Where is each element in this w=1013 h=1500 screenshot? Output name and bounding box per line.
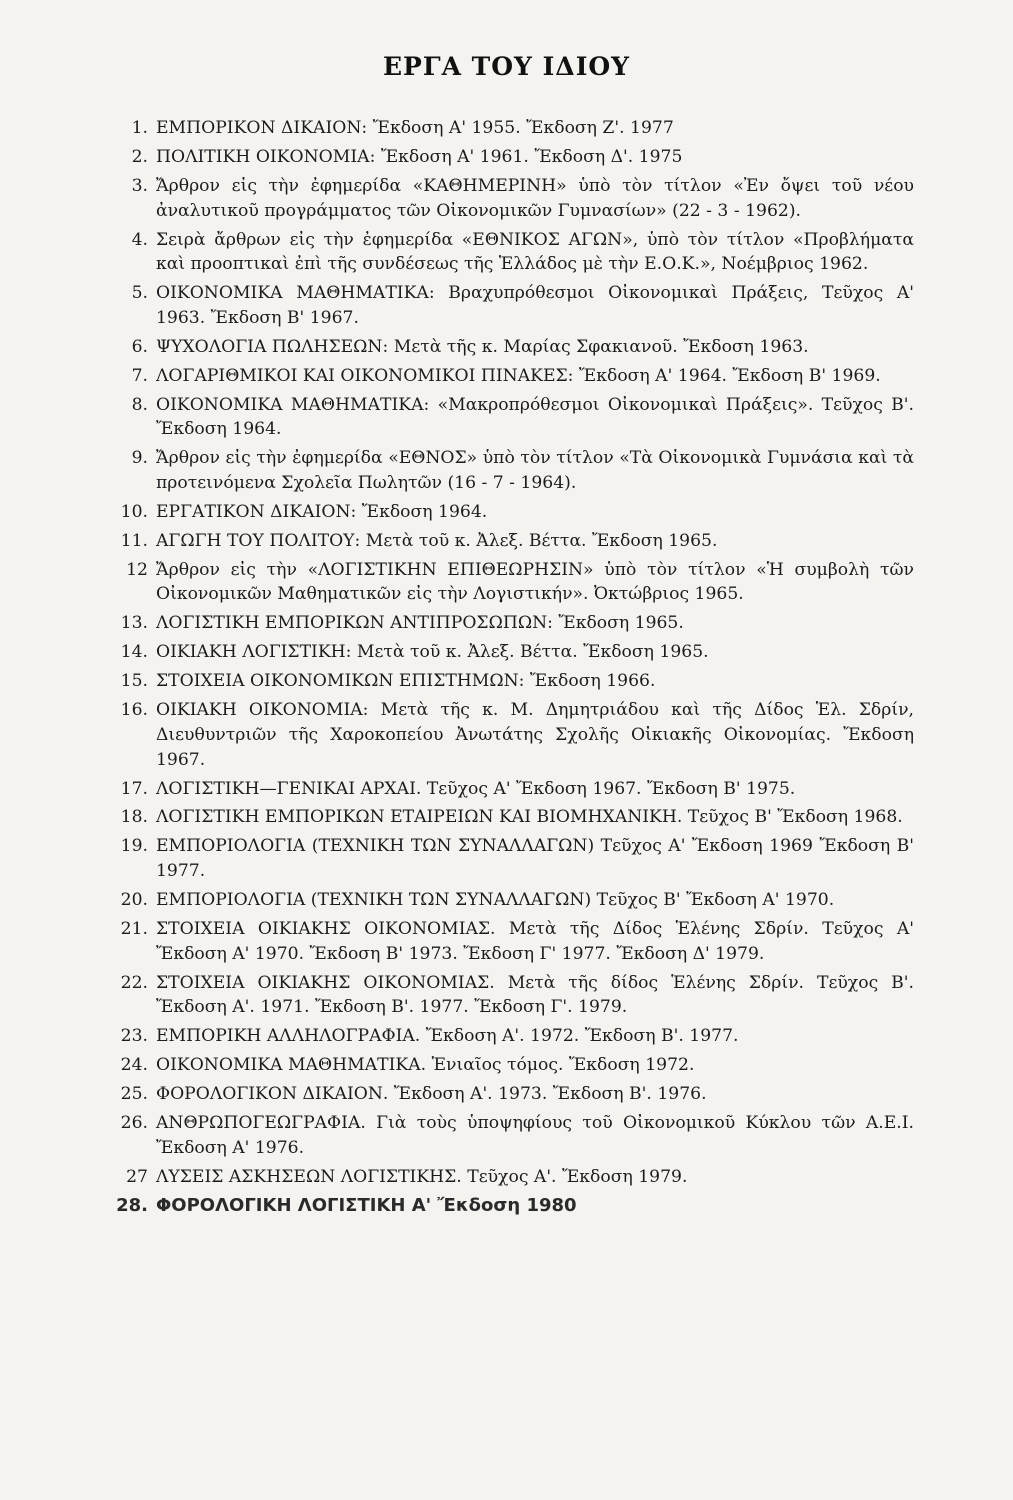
item-text: ΛΟΓΙΣΤΙΚΗ—ΓΕΝΙΚΑΙ ΑΡΧΑΙ. Τεῦχος Α' Ἔκδοση 1967. Ἔκδοση Β' 1975.	[156, 778, 796, 799]
list-item	[108, 393, 914, 442]
item-number: 10.	[120, 501, 148, 522]
item-text: ΕΡΓΑΤΙΚΟΝ ΔΙΚΑΙΟΝ: Ἔκδοση 1964.	[156, 501, 488, 522]
item-number: 11.	[120, 530, 148, 551]
item-number: 3.	[131, 175, 148, 196]
item-text: ΣΤΟΙΧΕΙΑ ΟΙΚΙΑΚΗΣ ΟΙΚΟΝΟΜΙΑΣ. Μετὰ τῆς δίδος Ἑλένης Σδρίν. Τεῦχος Β'. Ἔκδοση Α'. 1971. Ἔκδοση Β'. 1977. Ἔκδοση Γ'. 1979.	[156, 972, 914, 1018]
list-item	[108, 228, 914, 277]
list-item	[108, 500, 914, 525]
item-text: ΛΟΓΙΣΤΙΚΗ ΕΜΠΟΡΙΚΩΝ ΑΝΤΙΠΡΟΣΩΠΩΝ: Ἔκδοση 1965.	[156, 613, 684, 634]
item-text: ΕΜΠΟΡΙΚΗ ΑΛΛΗΛΟΓΡΑΦΙΑ. Ἔκδοση Α'. 1972. Ἔκδοση Β'. 1977.	[156, 1026, 739, 1047]
list-item	[108, 558, 914, 607]
item-text: ΕΜΠΟΡΙΟΛΟΓΙΑ (ΤΕΧΝΙΚΗ ΤΩΝ ΣΥΝΑΛΛΑΓΩΝ) Τεῦχος Α' Ἔκδοση 1969 Ἔκδοση Β' 1977.	[156, 836, 914, 882]
list-item	[108, 971, 914, 1020]
item-number: 5.	[131, 283, 148, 304]
list-item	[108, 1082, 914, 1107]
item-text: ΣΤΟΙΧΕΙΑ ΟΙΚΟΝΟΜΙΚΩΝ ΕΠΙΣΤΗΜΩΝ: Ἔκδοση 1966.	[156, 671, 656, 692]
item-text: Σειρὰ ἄρθρων εἰς τὴν ἐφημερίδα «ΕΘΝΙΚΟΣ ΑΓΩΝ», ὑπὸ τὸν τίτλον «Προβλήματα καὶ προοπτικαὶ ἐπὶ τῆς συνδέσεως τῆς Ἑλλάδος μὲ τὴν Ε.Ο.Κ.», Νοέμβριος 1962.	[156, 229, 914, 275]
list-item	[108, 1194, 914, 1219]
item-text: ΟΙΚΟΝΟΜΙΚΑ ΜΑΘΗΜΑΤΙΚΑ: «Μακροπρόθεσμοι Οἰκονομικαὶ Πράξεις». Τεῦχος Β'. Ἔκδοση 1964.	[156, 394, 914, 440]
item-number: 17.	[120, 778, 148, 799]
page-title: ΕΡΓΑ ΤΟΥ ΙΔΙΟΥ	[382, 52, 631, 81]
item-text: ΦΟΡΟΛΟΓΙΚΗ ΛΟΓΙΣΤΙΚΗ Α' Ἔκδοση 1980	[156, 1194, 577, 1216]
item-number: 16.	[120, 700, 148, 721]
item-number: 24.	[120, 1055, 148, 1076]
list-item	[108, 281, 914, 330]
list-item	[108, 1165, 914, 1190]
item-number: 26.	[120, 1113, 148, 1134]
item-text: ΣΤΟΙΧΕΙΑ ΟΙΚΙΑΚΗΣ ΟΙΚΟΝΟΜΙΑΣ. Μετὰ τῆς Δίδος Ἑλένης Σδρίν. Τεῦχος Α' Ἔκδοση Α' 1970. Ἔκδοση Β' 1973. Ἔκδοση Γ' 1977. Ἔκδοση Δ' 1979.	[156, 919, 914, 964]
list-item	[108, 1111, 914, 1160]
item-number: 7.	[131, 365, 148, 386]
item-number: 6.	[131, 336, 148, 357]
item-text: Ἄρθρον εἰς τὴν ἐφημερίδα «ΕΘΝΟΣ» ὑπὸ τὸν τίτλον «Τὰ Οἰκονομικὰ Γυμνάσια καὶ τὰ προτεινόμενα Σχολεῖα Πωλητῶν (16 - 7 - 1964).	[156, 448, 914, 493]
list-item	[108, 834, 914, 883]
list-item	[108, 777, 914, 802]
item-text: ΕΜΠΟΡΙΟΛΟΓΙΑ (ΤΕΧΝΙΚΗ ΤΩΝ ΣΥΝΑΛΛΑΓΩΝ) Τεῦχος Β' Ἔκδοση Α' 1970.	[156, 890, 835, 911]
item-text: ΦΟΡΟΛΟΓΙΚΟΝ ΔΙΚΑΙΟΝ. Ἔκδοση Α'. 1973. Ἔκδοση Β'. 1976.	[156, 1084, 707, 1105]
list-item	[108, 116, 914, 141]
list-item	[108, 805, 914, 830]
item-text: ΕΜΠΟΡΙΚΟΝ ΔΙΚΑΙΟΝ: Ἔκδοση Α' 1955. Ἔκδοση Ζ'. 1977	[156, 118, 674, 138]
item-number: 18.	[120, 807, 148, 828]
item-number: 25.	[120, 1084, 148, 1105]
item-number: 8.	[131, 394, 148, 415]
item-number: 12	[126, 559, 148, 580]
item-number: 22.	[120, 972, 148, 993]
item-text: ΛΟΓΑΡΙΘΜΙΚΟΙ ΚΑΙ ΟΙΚΟΝΟΜΙΚΟΙ ΠΙΝΑΚΕΣ: Ἔκδοση Α' 1964. Ἔκδοση Β' 1969.	[156, 365, 881, 386]
list-item	[108, 364, 914, 389]
item-text: ΨΥΧΟΛΟΓΙΑ ΠΩΛΗΣΕΩΝ: Μετὰ τῆς κ. Μαρίας Σφακιανοῦ. Ἔκδοση 1963.	[156, 336, 809, 357]
item-text: Ἄρθρον εἰς τὴν ἐφημερίδα «ΚΑΘΗΜΕΡΙΝΗ» ὑπὸ τὸν τίτλον «Ἐν ὄψει τοῦ νέου ἀναλυτικοῦ προγράμματος τῶν Οἰκονομικῶν Γυμνασίων» (22 - 3 - 1962).	[156, 175, 914, 221]
works-list	[108, 116, 914, 1223]
item-text: ΟΙΚΟΝΟΜΙΚΑ ΜΑΘΗΜΑΤΙΚΑ: Βραχυπρόθεσμοι Οἰκονομικαὶ Πράξεις, Τεῦχος Α' 1963. Ἔκδοση Β' 1967.	[156, 283, 914, 328]
list-item	[108, 335, 914, 360]
item-number: 28.	[116, 1194, 148, 1216]
list-item	[108, 174, 914, 223]
item-number: 2.	[131, 146, 148, 167]
list-item	[108, 529, 914, 554]
item-number: 4.	[131, 229, 148, 250]
list-item	[108, 1024, 914, 1049]
item-text: ΟΙΚΙΑΚΗ ΛΟΓΙΣΤΙΚΗ: Μετὰ τοῦ κ. Ἀλεξ. Βέττα. Ἔκδοση 1965.	[156, 642, 709, 663]
list-item	[108, 669, 914, 694]
item-number: 19.	[120, 836, 148, 857]
item-number: 21.	[120, 919, 148, 940]
list-item	[108, 698, 914, 772]
list-item	[108, 611, 914, 636]
list-item	[108, 446, 914, 495]
list-item	[108, 888, 914, 913]
item-text: ΑΝΘΡΩΠΟΓΕΩΓΡΑΦΙΑ. Γιὰ τοὺς ὑποψηφίους τοῦ Οἰκονομικοῦ Κύκλου τῶν Α.Ε.Ι. Ἔκδοση Α' 1976.	[156, 1113, 914, 1158]
item-number: 27	[126, 1166, 148, 1187]
item-text: Ἄρθρον εἰς τὴν «ΛΟΓΙΣΤΙΚΗΝ ΕΠΙΘΕΩΡΗΣΙΝ» ὑπὸ τὸν τίτλον «Ἡ συμβολὴ τῶν Οἰκονομικῶν Μαθηματικῶν εἰς τὴν Λογιστικήν». Ὀκτώβριος 1965.	[156, 559, 914, 605]
item-text: ΟΙΚΟΝΟΜΙΚΑ ΜΑΘΗΜΑΤΙΚΑ. Ἑνιαῖος τόμος. Ἔκδοση 1972.	[156, 1055, 695, 1076]
item-number: 13.	[120, 613, 148, 634]
list-item	[108, 145, 914, 170]
item-number: 20.	[120, 890, 148, 911]
item-number: 9.	[131, 448, 148, 469]
item-text: ΛΟΓΙΣΤΙΚΗ ΕΜΠΟΡΙΚΩΝ ΕΤΑΙΡΕΙΩΝ ΚΑΙ ΒΙΟΜΗΧΑΝΙΚΗ. Τεῦχος Β' Ἔκδοση 1968.	[156, 807, 903, 828]
item-number: 15.	[120, 671, 148, 692]
list-item	[108, 640, 914, 665]
item-text: ΟΙΚΙΑΚΗ ΟΙΚΟΝΟΜΙΑ: Μετὰ τῆς κ. Μ. Δημητριάδου καὶ τῆς Δίδος Ἑλ. Σδρίν, Διευθυντριῶν τῆς Χαροκοπείου Ἀνωτάτης Σχολῆς Οἰκιακῆς Οἰκονομίας. Ἔκδοση 1967.	[156, 700, 914, 770]
item-text: ΑΓΩΓΗ ΤΟΥ ΠΟΛΙΤΟΥ: Μετὰ τοῦ κ. Ἀλεξ. Βέττα. Ἔκδοση 1965.	[156, 530, 718, 551]
item-number: 14.	[120, 642, 148, 663]
item-text: ΛΥΣΕΙΣ ΑΣΚΗΣΕΩΝ ΛΟΓΙΣΤΙΚΗΣ. Τεῦχος Α'. Ἔκδοση 1979.	[156, 1166, 688, 1187]
list-item	[108, 1053, 914, 1078]
item-number: 1.	[131, 118, 148, 138]
list-item	[108, 917, 914, 966]
item-text: ΠΟΛΙΤΙΚΗ ΟΙΚΟΝΟΜΙΑ: Ἔκδοση Α' 1961. Ἔκδοση Δ'. 1975	[156, 146, 683, 167]
item-number: 23.	[120, 1026, 148, 1047]
